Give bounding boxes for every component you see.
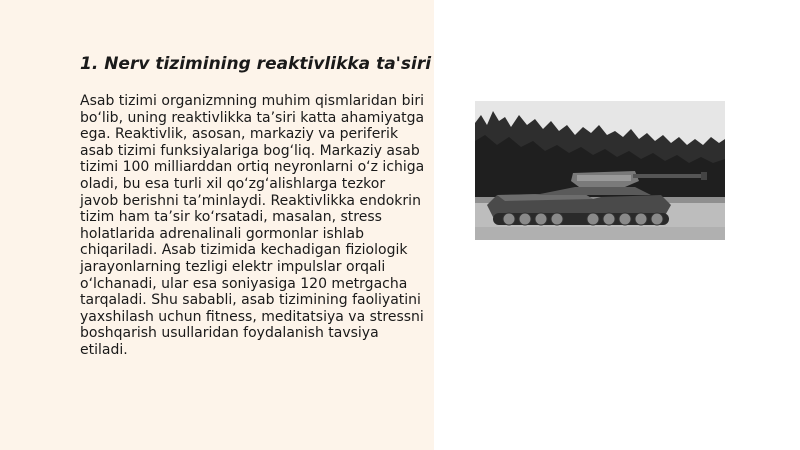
slide-body-text: Asab tizimi organizmning muhim qismlaridan biri bo‘lib, uning reaktivlikka ta’siri katta ahamiyatga ega. Reaktivlik, asosan, markaziy va periferik asab tizimi funksiyalariga bog‘liq. Markaziy asab tizimi 100 milliarddan ortiq neyronlarni o‘z ichiga oladi, bu esa turli xil qo‘zg‘alishlarga tezkor javob berishni ta’minlaydi. Reaktivlikka endokrin tizim ham ta’sir ko‘rsatadi, masalan, stress holatlarida adrenalinali gormonlar ishlab chiqariladi. Asab tizimida kechadigan fiziologik jarayonlarning tezligi elektr impulslar orqali o‘lchanadi, ular esa soniyasiga 120 metrgacha tarqaladi. Shu sababli, asab tizimining faoliyatini yaxshilash uchun fitness, meditatsiya va stressni boshqarish usullaridan foydalanish tavsiya etiladi. <box>80 93 425 358</box>
slide-title: 1. Nerv tizimining reaktivlikka ta'siri <box>80 54 432 74</box>
tank-photo <box>475 101 725 240</box>
